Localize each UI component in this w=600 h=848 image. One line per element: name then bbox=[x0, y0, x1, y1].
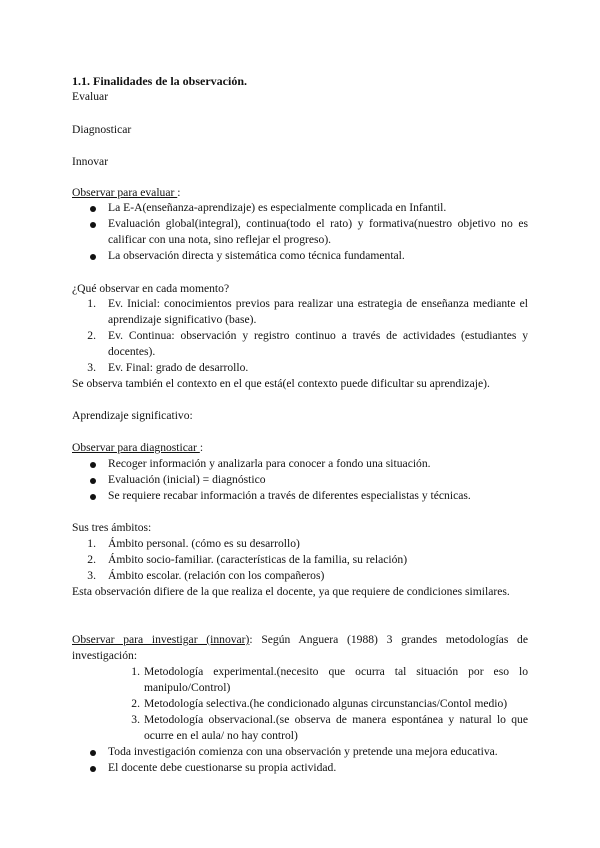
ambitos-title: Sus tres ámbitos: bbox=[72, 521, 152, 534]
metodologia-item-1: Metodología experimental.(necesito que ocurra tal situación por eso lo manipulo/Control) bbox=[144, 665, 528, 694]
bullet-icon bbox=[90, 478, 96, 484]
bullet-icon bbox=[90, 222, 96, 228]
moment-number-3: 3. bbox=[87, 361, 96, 374]
bullet-icon bbox=[90, 254, 96, 260]
ambito-item-1: Ámbito personal. (cómo es su desarrollo) bbox=[108, 537, 300, 550]
aprendizaje-significativo: Aprendizaje significativo: bbox=[72, 409, 193, 422]
evaluar-heading-line bbox=[72, 185, 180, 201]
evaluar-bullet-3: La observación directa y sistemática como técnica fundamental. bbox=[108, 249, 405, 262]
diagnosticar-heading-line bbox=[72, 440, 203, 456]
bullet-icon bbox=[90, 766, 96, 772]
diagnosticar-bullet-1: Recoger información y analizarla para conocer a fondo una situación. bbox=[108, 457, 431, 470]
moments-question: ¿Qué observar en cada momento? bbox=[72, 282, 230, 295]
ambito-item-2: Ámbito socio-familiar. (características de la familia, su relación) bbox=[108, 553, 408, 566]
ambitos-note: Esta observación difiere de la que realiza el docente, ya que requiere de condiciones similares. bbox=[72, 585, 510, 598]
evaluar-bullet-1: La E-A(enseñanza-aprendizaje) es especialmente complicada en Infantil. bbox=[108, 201, 447, 214]
investigar-intro: : Según Anguera (1988) 3 grandes metodologías de investigación: bbox=[72, 633, 528, 662]
metodologia-item-2: Metodología selectiva.(he condicionado algunas circunstancias/Contol medio) bbox=[144, 697, 508, 710]
bullet-icon bbox=[90, 206, 96, 212]
diagnosticar-colon: : bbox=[199, 441, 204, 454]
moment-number-1: 1. bbox=[87, 297, 96, 310]
investigar-heading: Observar para investigar (innovar) bbox=[72, 633, 250, 646]
metodologia-number-2: 2. bbox=[131, 697, 140, 710]
purpose-innovar: Innovar bbox=[72, 155, 109, 168]
moment-item-1: Ev. Inicial: conocimientos previos para realizar una estrategia de enseñanza mediante el aprendizaje significativo (base). bbox=[108, 297, 528, 326]
metodologia-number-3: 3. bbox=[131, 713, 140, 726]
bullet-icon bbox=[90, 494, 96, 500]
evaluar-heading: Observar para evaluar bbox=[72, 186, 178, 199]
section-title: 1.1. Finalidades de la observación. bbox=[72, 74, 248, 88]
purpose-evaluar: Evaluar bbox=[72, 90, 109, 103]
investigar-bullet-2: El docente debe cuestionarse su propia actividad. bbox=[108, 761, 337, 774]
ambito-number-2: 2. bbox=[87, 553, 96, 566]
ambito-number-1: 1. bbox=[87, 537, 96, 550]
evaluar-colon: : bbox=[177, 186, 181, 199]
purpose-diagnosticar: Diagnosticar bbox=[72, 123, 132, 136]
moment-number-2: 2. bbox=[87, 329, 96, 342]
investigar-bullet-1: Toda investigación comienza con una observación y pretende una mejora educativa. bbox=[108, 745, 498, 758]
diagnosticar-heading: Observar para diagnosticar bbox=[72, 441, 200, 454]
ambito-item-3: Ámbito escolar. (relación con los compañeros) bbox=[108, 569, 325, 582]
moment-item-2: Ev. Continua: observación y registro continuo a través de actividades (estudiantes y docentes). bbox=[108, 329, 528, 358]
investigar-paragraph bbox=[72, 632, 528, 664]
context-note: Se observa también el contexto en el que está(el contexto puede dificultar su aprendizaje). bbox=[72, 377, 490, 390]
metodologia-number-1: 1. bbox=[131, 665, 140, 678]
ambito-number-3: 3. bbox=[87, 569, 96, 582]
bullet-icon bbox=[90, 462, 96, 468]
moment-item-3: Ev. Final: grado de desarrollo. bbox=[108, 361, 249, 374]
metodologia-item-3: Metodología observacional.(se observa de manera espontánea y natural lo que ocurre en el aula/ no hay control) bbox=[144, 713, 528, 742]
evaluar-bullet-2: Evaluación global(integral), continua(todo el rato) y formativa(nuestro objetivo no es calificar con una nota, sino reflejar el progreso). bbox=[108, 217, 528, 246]
diagnosticar-bullet-2: Evaluación (inicial) = diagnóstico bbox=[108, 473, 266, 486]
bullet-icon bbox=[90, 750, 96, 756]
diagnosticar-bullet-3: Se requiere recabar información a través de diferentes especialistas y técnicas. bbox=[108, 489, 471, 502]
